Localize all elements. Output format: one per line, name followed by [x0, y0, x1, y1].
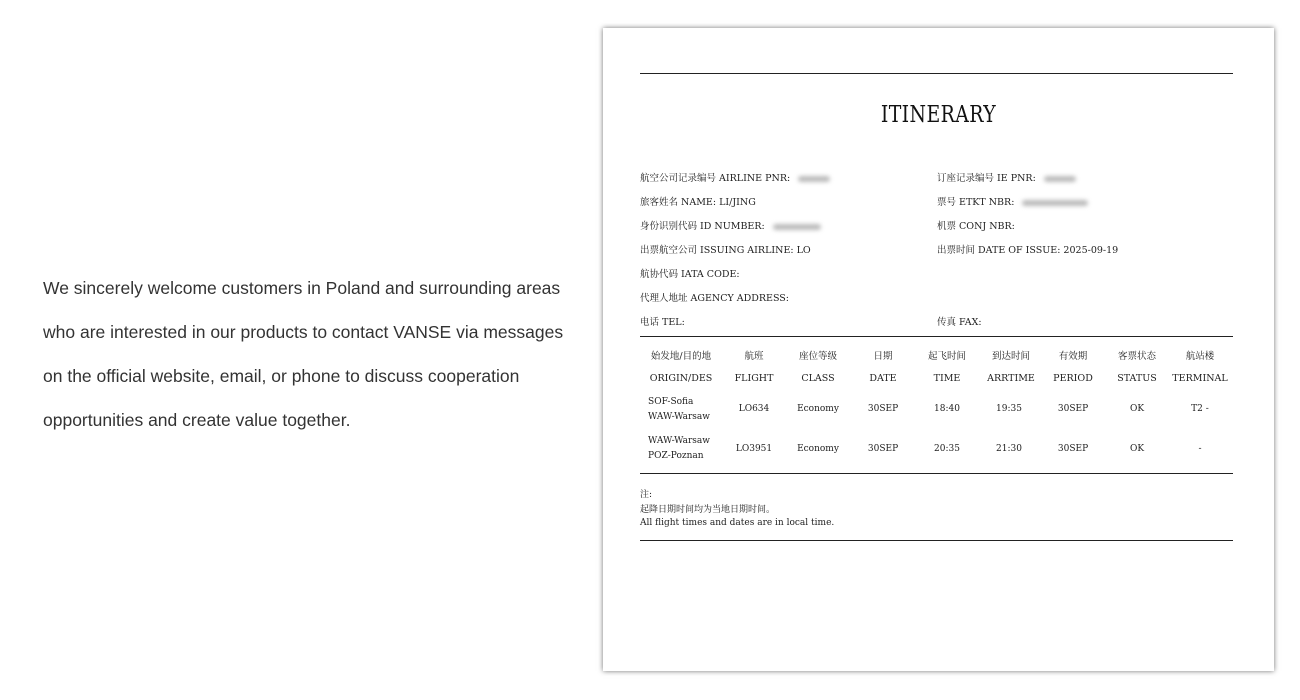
cell-status: OK — [1129, 404, 1145, 414]
ie-pnr-field — [937, 170, 1076, 184]
redacted-value — [798, 176, 830, 182]
cell-flight: LO3951 — [735, 444, 773, 454]
cell-arrtime: 19:35 — [996, 404, 1022, 414]
header-period: PERIOD — [1053, 373, 1093, 384]
id-number-field — [640, 218, 821, 232]
header-cn-origin: 始发地/目的地 — [650, 351, 712, 362]
cell-terminal: T2 - — [1191, 404, 1209, 414]
date-of-issue-field: 出票时间 DATE OF ISSUE: 2025-09-19 — [937, 245, 1119, 256]
id-number-label: 身份识别代码 ID NUMBER: — [640, 221, 765, 232]
top-rule — [640, 73, 1233, 74]
cell-flight: LO634 — [738, 404, 770, 414]
etkt-label: 票号 ETKT NBR: — [937, 197, 1015, 208]
itinerary-document — [603, 28, 1274, 671]
cell-terminal: - — [1198, 444, 1202, 454]
tel-field: 电话 TEL: — [640, 317, 685, 328]
table-bottom-rule — [640, 473, 1233, 474]
cell-date: 30SEP — [867, 444, 899, 454]
intro-line: who are interested in our products to contact VANSE via messages — [43, 322, 564, 342]
header-cn-arrtime: 到达时间 — [991, 351, 1031, 362]
table-row-route — [648, 395, 710, 425]
cell-date: 30SEP — [867, 404, 899, 414]
bottom-rule — [640, 540, 1233, 541]
table-row-route — [648, 434, 710, 464]
redacted-value — [1022, 200, 1088, 206]
header-date: DATE — [869, 373, 897, 384]
header-terminal: TERMINAL — [1172, 373, 1228, 384]
etkt-field — [937, 194, 1088, 208]
airline-pnr-label: 航空公司记录编号 AIRLINE PNR: — [640, 173, 791, 184]
cell-time: 18:40 — [934, 404, 960, 414]
iata-code-field: 航协代码 IATA CODE: — [640, 269, 740, 280]
header-class: CLASS — [801, 373, 835, 384]
header-cn-status: 客票状态 — [1117, 351, 1157, 362]
intro-line: We sincerely welcome customers in Poland and surrounding areas — [43, 278, 561, 298]
agency-address-field: 代理人地址 AGENCY ADDRESS: — [640, 293, 790, 304]
route-destination: POZ-Poznan — [648, 451, 704, 461]
header-flight: FLIGHT — [734, 373, 774, 384]
passenger-name-field: 旅客姓名 NAME: LI/JING — [640, 197, 756, 208]
header-cn-flight: 航班 — [744, 351, 764, 362]
table-top-rule — [640, 336, 1233, 337]
notes-label: 注: — [640, 490, 653, 500]
fax-field: 传真 FAX: — [937, 317, 982, 328]
header-cn-class: 座位等级 — [798, 351, 838, 362]
cell-class: Economy — [797, 404, 839, 414]
notes-cn: 起降日期时间均为当地日期时间。 — [640, 505, 776, 515]
notes-en: All flight times and dates are in local time. — [640, 518, 835, 528]
conj-field: 机票 CONJ NBR: — [937, 221, 1015, 232]
cell-period: 30SEP — [1057, 404, 1089, 414]
cell-class: Economy — [797, 444, 839, 454]
airline-pnr-field — [640, 170, 830, 184]
document-title: ITINERARY — [880, 102, 997, 128]
cell-period: 30SEP — [1057, 444, 1089, 454]
route-origin: SOF-Sofia — [648, 397, 694, 407]
cell-arrtime: 21:30 — [996, 444, 1022, 454]
ie-pnr-label: 订座记录编号 IE PNR: — [937, 173, 1036, 184]
redacted-value — [773, 224, 821, 230]
header-status: STATUS — [1117, 373, 1157, 384]
header-cn-time: 起飞时间 — [927, 351, 967, 362]
header-cn-terminal: 航站楼 — [1185, 351, 1215, 362]
header-cn-period: 有效期 — [1058, 351, 1088, 362]
redacted-value — [1044, 176, 1076, 182]
intro-line: opportunities and create value together. — [43, 410, 351, 430]
header-arrtime: ARRTIME — [987, 373, 1035, 384]
route-origin: WAW-Warsaw — [648, 436, 710, 446]
issuing-airline-field: 出票航空公司 ISSUING AIRLINE: LO — [640, 245, 811, 256]
cell-status: OK — [1129, 444, 1145, 454]
route-destination: WAW-Warsaw — [648, 412, 710, 422]
header-cn-date: 日期 — [873, 351, 893, 362]
header-origin: ORIGIN/DES — [649, 373, 713, 384]
intro-line: on the official website, email, or phone to discuss cooperation — [43, 366, 520, 386]
intro-text — [43, 266, 583, 442]
header-time: TIME — [933, 373, 961, 384]
cell-time: 20:35 — [934, 444, 960, 454]
